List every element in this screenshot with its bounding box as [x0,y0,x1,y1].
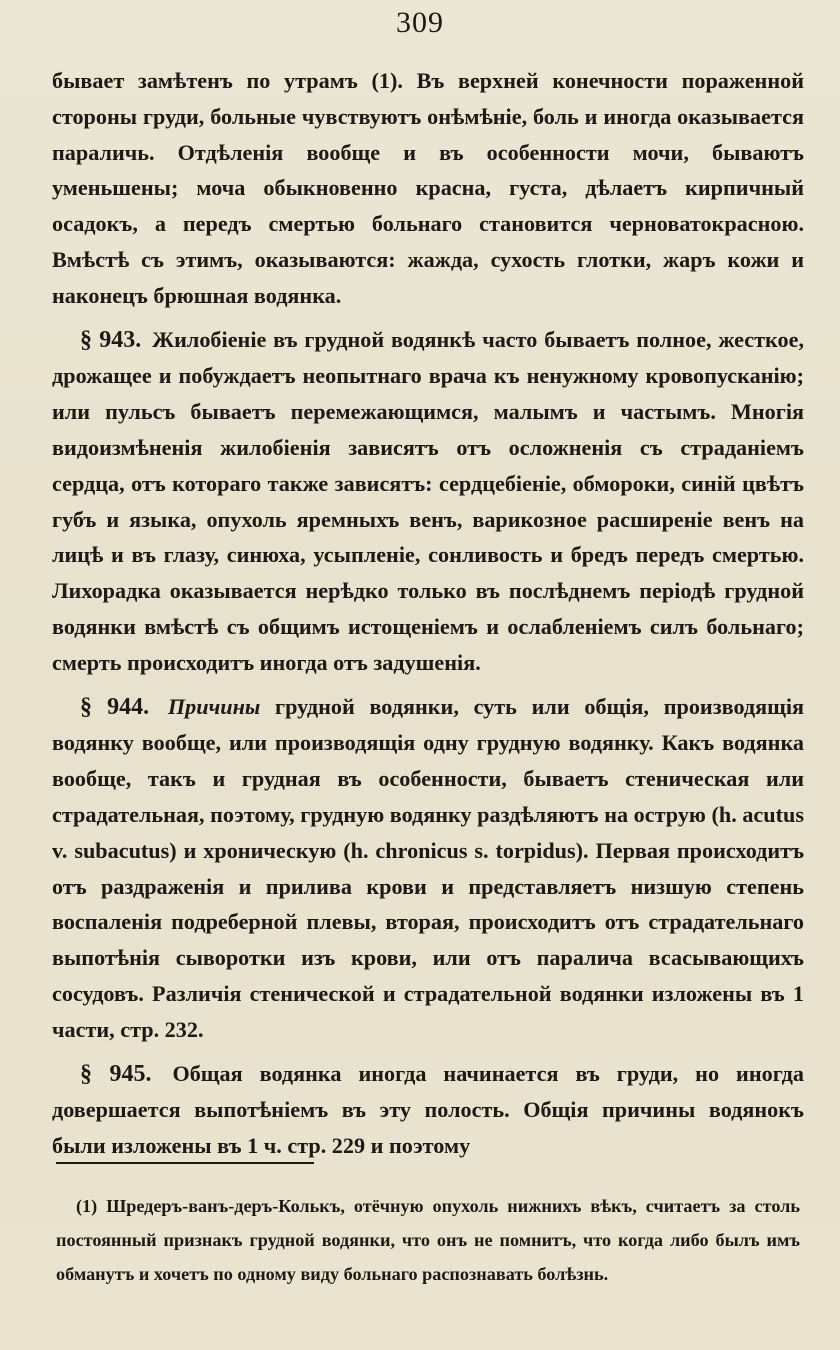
section-mark-944: § 944. [80,693,150,720]
paragraph-943 [52,322,804,681]
section-mark-943: § 943. [80,326,142,353]
paragraph-943-text: Жилобіеніе въ грудной водянкѣ часто бываетъ полное, жесткое, дрожащее и побуждаетъ неопытнаго врача къ ненужному кровопусканію; или пульсъ бываетъ перемежающимся, малымъ и частымъ. Многія видоизмѣненія жилобіенія зависятъ отъ осложненія съ страданіемъ сердца, отъ котораго также зависятъ: сердцебіеніе, обмороки, синій цвѣтъ губъ и языка, опухоль яремныхъ венъ, варикозное расширеніе венъ на лицѣ и въ глазу, синюха, усыпленіе, сонливость и бредъ передъ смертью. Лихорадка оказывается нерѣдко только въ послѣднемъ періодѣ грудной водянки вмѣстѣ съ общимъ истощеніемъ и ослабленіемъ силъ больнаго; смерть происходитъ иногда отъ задушенія. [52,326,805,675]
paragraph-944 [52,689,804,1048]
paragraph-944-italic: Причины [167,693,261,719]
page-number: 309 [396,6,444,39]
footnote-text: (1) Шредеръ-ванъ-деръ-Колькъ, отёчную опухоль нижнихъ вѣкъ, считаетъ за столь постоянный признакъ грудной водянки, что онъ не помнитъ, что когда либо былъ имъ обманутъ и хочетъ по одному виду больнаго распознавать болѣзнь. [56,1196,800,1285]
paragraph-945 [52,1056,804,1164]
paragraph-945-text: Общая водянка иногда начинается въ груди, но иногда довершается выпотѣніемъ въ эту полость. Общія причины водянокъ были изложены въ 1 ч. стр. 229 и поэтому [52,1060,805,1159]
footnote [56,1189,800,1292]
main-text [52,63,804,1164]
footnote-divider [56,1162,314,1164]
paragraph-944-text: грудной водянки, суть или общія, производящія водянку вообще, или производящія одну грудную водянку. Какъ водянка вообще, такъ и грудная въ особенности, бываетъ стеническая или страдательная, поэтому, грудную водянку раздѣляютъ на острую (h. acutus v. subacutus) и хроническую (h. chronicus s. torpidus). Первая происходитъ отъ раздраженія и прилива крови и представляетъ низшую степень воспаленія подреберной плевы, вторая, происходитъ отъ страдательнаго выпотѣнія сыворотки изъ крови, или отъ паралича всасывающихъ сосудовъ. Различія стенической и страдательной водянки изложены въ 1 части, стр. 232. [52,693,805,1042]
section-mark-945: § 945. [80,1060,152,1087]
paragraph-continuation: бывает замѣтенъ по утрамъ (1). Въ верхней конечности пораженной стороны груди, больные чувствуютъ онѣмѣніе, боль и иногда оказывается параличь. Отдѣленія вообще и въ особенности мочи, бываютъ уменьшены; моча обыкновенно красна, густа, дѣлаетъ кирпичный осадокъ, а передъ смертью больнаго становится черноватокрасною. Вмѣстѣ съ этимъ, оказываются: жажда, сухость глотки, жаръ кожи и наконецъ брюшная водянка. [52,68,804,308]
